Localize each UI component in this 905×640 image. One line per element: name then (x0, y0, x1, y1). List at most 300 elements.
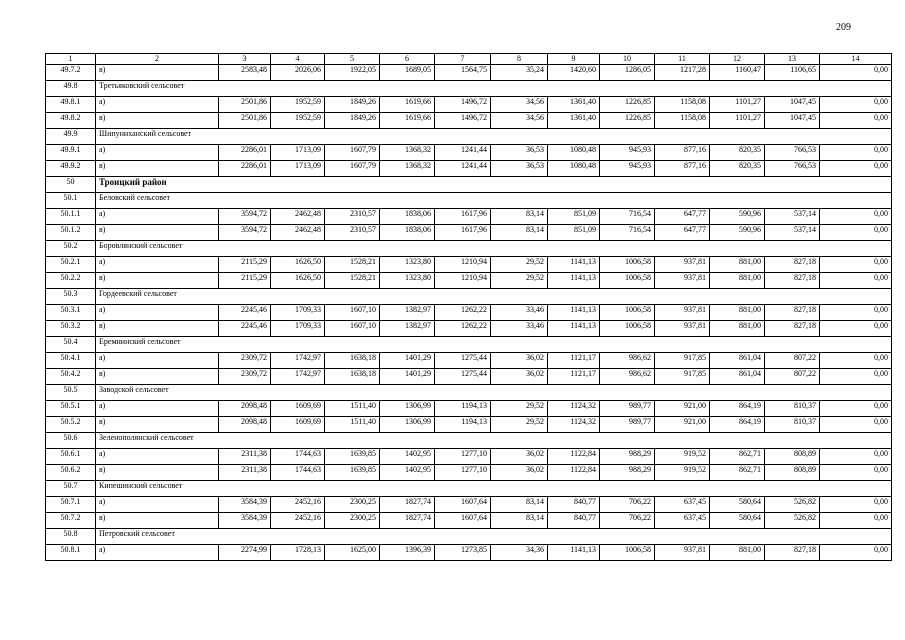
table-row (46, 513, 892, 529)
row-label: в) (96, 161, 219, 177)
value-cell: 1106,65 (765, 65, 820, 81)
value-cell: 29,52 (491, 417, 548, 433)
row-code: 50.2.1 (46, 257, 96, 273)
value-cell: 1101,27 (710, 97, 765, 113)
column-header: 7 (435, 54, 491, 65)
value-cell: 1742,97 (271, 369, 325, 385)
value-cell: 917,85 (655, 369, 710, 385)
value-cell: 526,82 (765, 497, 820, 513)
value-cell: 2115,29 (219, 257, 271, 273)
row-label: а) (96, 257, 219, 273)
value-cell: 590,96 (710, 225, 765, 241)
value-cell: 3584,39 (219, 513, 271, 529)
value-cell: 1827,74 (380, 513, 435, 529)
value-cell: 0,00 (820, 65, 892, 81)
value-cell: 1361,40 (548, 97, 600, 113)
value-cell: 2300,25 (325, 497, 380, 513)
value-cell: 862,71 (710, 465, 765, 481)
value-cell: 861,04 (710, 353, 765, 369)
value-cell: 33,46 (491, 305, 548, 321)
value-cell: 1101,27 (710, 113, 765, 129)
value-cell: 1141,13 (548, 305, 600, 321)
value-cell: 0,00 (820, 513, 892, 529)
value-cell: 706,22 (600, 497, 655, 513)
section-row (46, 81, 892, 97)
value-cell: 1638,18 (325, 353, 380, 369)
value-cell: 3594,72 (219, 209, 271, 225)
value-cell: 0,00 (820, 97, 892, 113)
value-cell: 1607,64 (435, 513, 491, 529)
value-cell: 2274,99 (219, 545, 271, 561)
value-cell: 881,00 (710, 273, 765, 289)
row-code: 50.3 (46, 289, 96, 305)
value-cell: 1124,32 (548, 401, 600, 417)
value-cell: 34,56 (491, 97, 548, 113)
value-cell: 945,93 (600, 161, 655, 177)
value-cell: 2452,16 (271, 497, 325, 513)
value-cell: 807,22 (765, 353, 820, 369)
value-cell: 937,81 (655, 321, 710, 337)
value-cell: 0,00 (820, 369, 892, 385)
value-cell: 2310,57 (325, 225, 380, 241)
value-cell: 1528,21 (325, 257, 380, 273)
value-cell: 877,16 (655, 145, 710, 161)
value-cell: 881,00 (710, 305, 765, 321)
value-cell: 1194,13 (435, 417, 491, 433)
value-cell: 706,22 (600, 513, 655, 529)
value-cell: 820,35 (710, 145, 765, 161)
value-cell: 1194,13 (435, 401, 491, 417)
row-label: а) (96, 209, 219, 225)
value-cell: 1160,47 (710, 65, 765, 81)
value-cell: 2286,01 (219, 145, 271, 161)
value-cell: 1838,06 (380, 225, 435, 241)
value-cell: 716,54 (600, 225, 655, 241)
value-cell: 36,53 (491, 161, 548, 177)
value-cell: 35,24 (491, 65, 548, 81)
value-cell: 36,02 (491, 465, 548, 481)
value-cell: 1323,80 (380, 273, 435, 289)
value-cell: 2501,86 (219, 113, 271, 129)
value-cell: 0,00 (820, 321, 892, 337)
table-row (46, 449, 892, 465)
row-code: 50.1 (46, 193, 96, 209)
value-cell: 36,02 (491, 369, 548, 385)
value-cell: 0,00 (820, 257, 892, 273)
section-row (46, 385, 892, 401)
section-row (46, 193, 892, 209)
value-cell: 921,00 (655, 401, 710, 417)
value-cell: 1709,33 (271, 305, 325, 321)
row-code: 49.8.1 (46, 97, 96, 113)
value-cell: 988,29 (600, 449, 655, 465)
value-cell: 34,56 (491, 113, 548, 129)
row-code: 50.2 (46, 241, 96, 257)
value-cell: 3584,39 (219, 497, 271, 513)
value-cell: 1210,94 (435, 257, 491, 273)
value-cell: 1401,29 (380, 369, 435, 385)
table-row (46, 65, 892, 81)
column-header: 8 (491, 54, 548, 65)
value-cell: 1368,32 (380, 161, 435, 177)
value-cell: 2501,86 (219, 97, 271, 113)
value-cell: 0,00 (820, 417, 892, 433)
value-cell: 2115,29 (219, 273, 271, 289)
value-cell: 0,00 (820, 545, 892, 561)
value-cell: 537,14 (765, 209, 820, 225)
value-cell: 590,96 (710, 209, 765, 225)
value-cell: 864,19 (710, 401, 765, 417)
value-cell: 1619,66 (380, 97, 435, 113)
table-row (46, 401, 892, 417)
row-code: 50.1.1 (46, 209, 96, 225)
column-header: 3 (219, 54, 271, 65)
value-cell: 1080,48 (548, 161, 600, 177)
value-cell: 1511,40 (325, 417, 380, 433)
row-label: в) (96, 273, 219, 289)
value-cell: 851,09 (548, 225, 600, 241)
row-code: 50.8.1 (46, 545, 96, 561)
value-cell: 937,81 (655, 273, 710, 289)
value-cell: 1241,44 (435, 145, 491, 161)
value-cell: 2583,48 (219, 65, 271, 81)
value-cell: 1275,44 (435, 353, 491, 369)
value-cell: 0,00 (820, 145, 892, 161)
value-cell: 1607,10 (325, 305, 380, 321)
value-cell: 1080,48 (548, 145, 600, 161)
value-cell: 34,36 (491, 545, 548, 561)
section-name: Боровлянский сельсовет (96, 241, 892, 257)
value-cell: 36,02 (491, 449, 548, 465)
value-cell: 0,00 (820, 273, 892, 289)
value-cell: 2300,25 (325, 513, 380, 529)
value-cell: 637,45 (655, 497, 710, 513)
value-cell: 1047,45 (765, 113, 820, 129)
row-label: в) (96, 465, 219, 481)
value-cell: 1639,85 (325, 449, 380, 465)
value-cell: 1744,63 (271, 449, 325, 465)
value-cell: 2462,48 (271, 225, 325, 241)
column-header: 2 (96, 54, 219, 65)
value-cell: 827,18 (765, 273, 820, 289)
value-cell: 1382,97 (380, 305, 435, 321)
value-cell: 937,81 (655, 305, 710, 321)
value-cell: 1609,69 (271, 401, 325, 417)
value-cell: 861,04 (710, 369, 765, 385)
row-code: 50.7 (46, 481, 96, 497)
table-row (46, 257, 892, 273)
value-cell: 1639,85 (325, 465, 380, 481)
column-header: 10 (600, 54, 655, 65)
value-cell: 1617,96 (435, 209, 491, 225)
table-row (46, 113, 892, 129)
table-row (46, 161, 892, 177)
value-cell: 840,77 (548, 497, 600, 513)
value-cell: 1006,58 (600, 305, 655, 321)
value-cell: 1006,58 (600, 257, 655, 273)
table-row (46, 545, 892, 561)
value-cell: 1625,00 (325, 545, 380, 561)
value-cell: 2309,72 (219, 353, 271, 369)
row-code: 50.3.2 (46, 321, 96, 337)
section-row (46, 481, 892, 497)
value-cell: 1121,17 (548, 369, 600, 385)
value-cell: 29,52 (491, 401, 548, 417)
value-cell: 83,14 (491, 225, 548, 241)
value-cell: 580,64 (710, 497, 765, 513)
value-cell: 921,00 (655, 417, 710, 433)
column-header: 6 (380, 54, 435, 65)
value-cell: 1226,85 (600, 113, 655, 129)
value-cell: 1121,17 (548, 353, 600, 369)
value-cell: 989,77 (600, 401, 655, 417)
row-label: в) (96, 113, 219, 129)
value-cell: 1122,84 (548, 449, 600, 465)
value-cell: 851,09 (548, 209, 600, 225)
row-code: 50.5.1 (46, 401, 96, 417)
value-cell: 1286,05 (600, 65, 655, 81)
value-cell: 1210,94 (435, 273, 491, 289)
value-cell: 766,53 (765, 145, 820, 161)
row-code: 50.1.2 (46, 225, 96, 241)
section-name: Третьяковский сельсовет (96, 81, 892, 97)
row-code: 50.6.1 (46, 449, 96, 465)
row-code: 49.9.2 (46, 161, 96, 177)
value-cell: 864,19 (710, 417, 765, 433)
value-cell: 1496,72 (435, 97, 491, 113)
value-cell: 3594,72 (219, 225, 271, 241)
value-cell: 83,14 (491, 209, 548, 225)
value-cell: 986,62 (600, 353, 655, 369)
table-body (46, 54, 892, 561)
value-cell: 1323,80 (380, 257, 435, 273)
value-cell: 881,00 (710, 545, 765, 561)
value-cell: 36,02 (491, 353, 548, 369)
row-code: 50 (46, 177, 96, 193)
value-cell: 827,18 (765, 545, 820, 561)
section-name: Беловский сельсовет (96, 193, 892, 209)
value-cell: 0,00 (820, 161, 892, 177)
row-label: а) (96, 353, 219, 369)
value-cell: 1241,44 (435, 161, 491, 177)
value-cell: 0,00 (820, 449, 892, 465)
value-cell: 0,00 (820, 465, 892, 481)
value-cell: 919,52 (655, 449, 710, 465)
value-cell: 1728,13 (271, 545, 325, 561)
row-code: 50.4.1 (46, 353, 96, 369)
column-header: 13 (765, 54, 820, 65)
value-cell: 2452,16 (271, 513, 325, 529)
section-name: Кипешинский сельсовет (96, 481, 892, 497)
value-cell: 2311,38 (219, 449, 271, 465)
row-code: 50.5 (46, 385, 96, 401)
section-name: Заводской сельсовет (96, 385, 892, 401)
value-cell: 1922,05 (325, 65, 380, 81)
value-cell: 1713,09 (271, 145, 325, 161)
column-header: 1 (46, 54, 96, 65)
value-cell: 1217,28 (655, 65, 710, 81)
column-header: 4 (271, 54, 325, 65)
value-cell: 526,82 (765, 513, 820, 529)
row-label: в) (96, 369, 219, 385)
value-cell: 0,00 (820, 497, 892, 513)
value-cell: 1827,74 (380, 497, 435, 513)
row-label: а) (96, 449, 219, 465)
row-code: 50.2.2 (46, 273, 96, 289)
value-cell: 2098,48 (219, 417, 271, 433)
row-label: а) (96, 497, 219, 513)
table-row (46, 417, 892, 433)
table-row (46, 97, 892, 113)
value-cell: 827,18 (765, 321, 820, 337)
value-cell: 862,71 (710, 449, 765, 465)
value-cell: 1849,26 (325, 97, 380, 113)
value-cell: 2245,46 (219, 321, 271, 337)
value-cell: 647,77 (655, 225, 710, 241)
section-name: Еремнинский сельсовет (96, 337, 892, 353)
value-cell: 1619,66 (380, 113, 435, 129)
section-name: Петровский сельсовет (96, 529, 892, 545)
region-row (46, 177, 892, 193)
value-cell: 1838,06 (380, 209, 435, 225)
value-cell: 1528,21 (325, 273, 380, 289)
row-label: в) (96, 65, 219, 81)
value-cell: 1952,59 (271, 113, 325, 129)
row-code: 50.5.2 (46, 417, 96, 433)
value-cell: 580,64 (710, 513, 765, 529)
row-label: а) (96, 401, 219, 417)
table-row (46, 273, 892, 289)
value-cell: 808,89 (765, 449, 820, 465)
value-cell: 1607,79 (325, 161, 380, 177)
value-cell: 1047,45 (765, 97, 820, 113)
value-cell: 917,85 (655, 353, 710, 369)
value-cell: 827,18 (765, 305, 820, 321)
value-cell: 83,14 (491, 497, 548, 513)
value-cell: 1006,58 (600, 273, 655, 289)
value-cell: 0,00 (820, 401, 892, 417)
row-code: 49.9.1 (46, 145, 96, 161)
region-name: Троицкий район (96, 177, 892, 193)
value-cell: 1122,84 (548, 465, 600, 481)
table-row (46, 305, 892, 321)
section-name: Шипуниханский сельсовет (96, 129, 892, 145)
value-cell: 1744,63 (271, 465, 325, 481)
value-cell: 989,77 (600, 417, 655, 433)
section-row (46, 289, 892, 305)
row-label: а) (96, 305, 219, 321)
table-row (46, 209, 892, 225)
value-cell: 1849,26 (325, 113, 380, 129)
value-cell: 810,37 (765, 417, 820, 433)
section-row (46, 129, 892, 145)
value-cell: 766,53 (765, 161, 820, 177)
value-cell: 1617,96 (435, 225, 491, 241)
row-label: в) (96, 417, 219, 433)
value-cell: 937,81 (655, 257, 710, 273)
value-cell: 36,53 (491, 145, 548, 161)
value-cell: 1564,75 (435, 65, 491, 81)
value-cell: 1709,33 (271, 321, 325, 337)
column-header: 14 (820, 54, 892, 65)
value-cell: 1306,99 (380, 417, 435, 433)
row-code: 50.6 (46, 433, 96, 449)
row-code: 49.7.2 (46, 65, 96, 81)
table-row (46, 321, 892, 337)
column-header: 12 (710, 54, 765, 65)
value-cell: 0,00 (820, 113, 892, 129)
row-label: а) (96, 545, 219, 561)
value-cell: 1277,10 (435, 465, 491, 481)
value-cell: 881,00 (710, 257, 765, 273)
value-cell: 1141,13 (548, 321, 600, 337)
value-cell: 1124,32 (548, 417, 600, 433)
value-cell: 1607,10 (325, 321, 380, 337)
value-cell: 1275,44 (435, 369, 491, 385)
tariff-table (45, 53, 892, 561)
value-cell: 1713,09 (271, 161, 325, 177)
section-row (46, 337, 892, 353)
value-cell: 0,00 (820, 353, 892, 369)
value-cell: 1496,72 (435, 113, 491, 129)
value-cell: 1006,58 (600, 321, 655, 337)
value-cell: 945,93 (600, 145, 655, 161)
value-cell: 1158,08 (655, 97, 710, 113)
value-cell: 1609,69 (271, 417, 325, 433)
value-cell: 810,37 (765, 401, 820, 417)
row-label: в) (96, 513, 219, 529)
row-code: 50.6.2 (46, 465, 96, 481)
value-cell: 1689,05 (380, 65, 435, 81)
value-cell: 820,35 (710, 161, 765, 177)
row-code: 50.4.2 (46, 369, 96, 385)
table-row (46, 225, 892, 241)
value-cell: 827,18 (765, 257, 820, 273)
value-cell: 1626,50 (271, 273, 325, 289)
section-name: Зеленополянский сельсовет (96, 433, 892, 449)
value-cell: 1420,60 (548, 65, 600, 81)
value-cell: 1396,39 (380, 545, 435, 561)
value-cell: 2245,46 (219, 305, 271, 321)
value-cell: 1006,58 (600, 545, 655, 561)
column-header: 11 (655, 54, 710, 65)
value-cell: 2311,38 (219, 465, 271, 481)
value-cell: 2286,01 (219, 161, 271, 177)
value-cell: 919,52 (655, 465, 710, 481)
value-cell: 1141,13 (548, 545, 600, 561)
value-cell: 840,77 (548, 513, 600, 529)
value-cell: 1226,85 (600, 97, 655, 113)
value-cell: 1952,59 (271, 97, 325, 113)
page-number: 209 (836, 22, 851, 33)
value-cell: 1401,29 (380, 353, 435, 369)
value-cell: 881,00 (710, 321, 765, 337)
value-cell: 1607,79 (325, 145, 380, 161)
value-cell: 877,16 (655, 161, 710, 177)
section-row (46, 433, 892, 449)
value-cell: 986,62 (600, 369, 655, 385)
table-row (46, 369, 892, 385)
row-label: а) (96, 97, 219, 113)
value-cell: 1511,40 (325, 401, 380, 417)
row-label: в) (96, 321, 219, 337)
row-code: 49.8 (46, 81, 96, 97)
value-cell: 808,89 (765, 465, 820, 481)
column-header: 5 (325, 54, 380, 65)
value-cell: 0,00 (820, 209, 892, 225)
value-cell: 637,45 (655, 513, 710, 529)
value-cell: 1262,22 (435, 305, 491, 321)
